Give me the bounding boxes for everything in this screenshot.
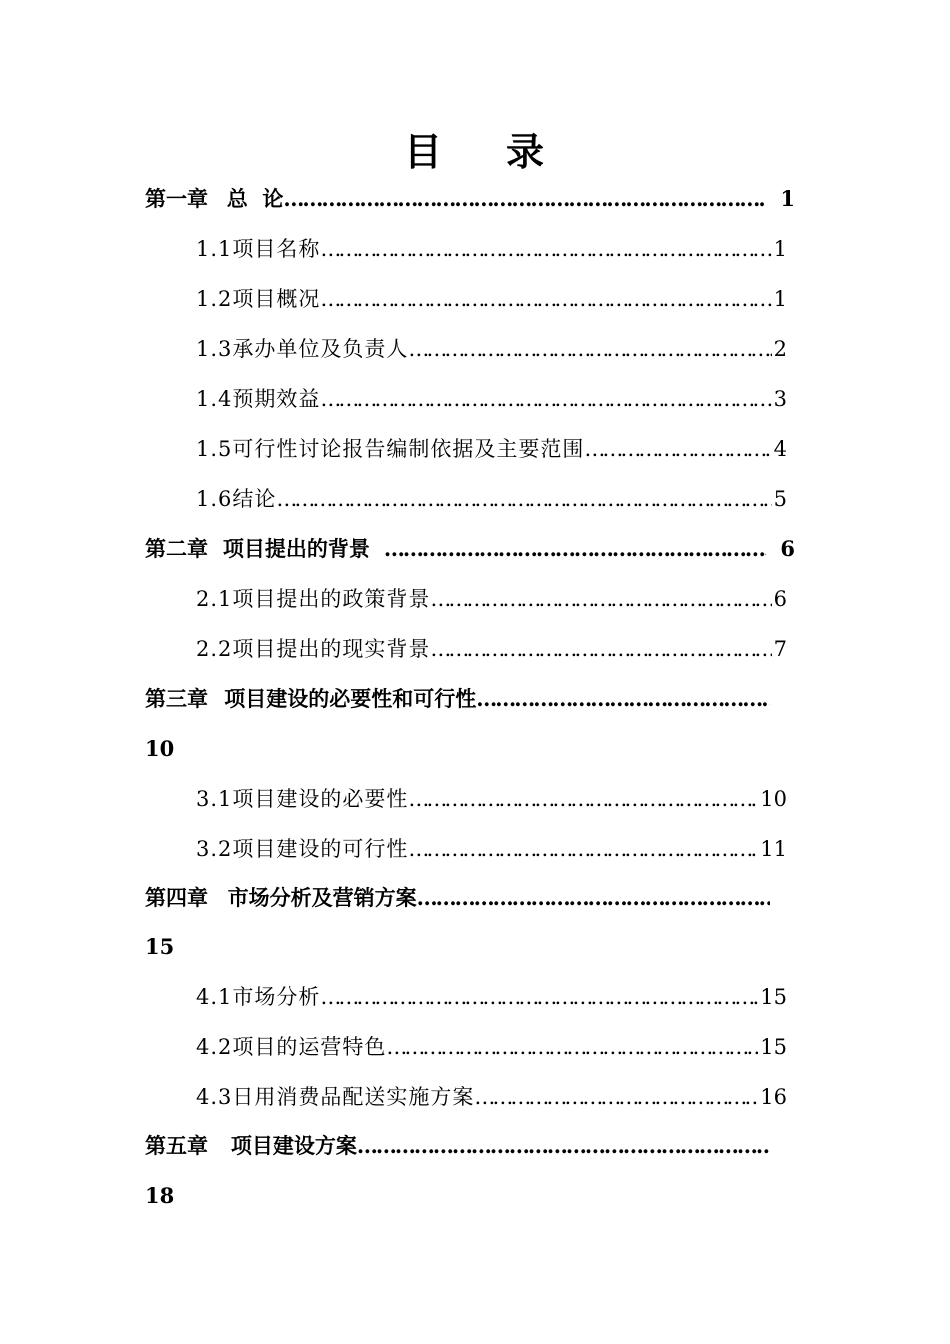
section-title: 4.2项目的运营特色 (196, 1035, 387, 1059)
leader-dots (476, 674, 770, 724)
leader-dots (357, 1121, 770, 1171)
page-number: 5 (773, 487, 787, 511)
leader-dots (474, 1072, 758, 1122)
chapter-title: 项目建设方案 (230, 1133, 357, 1158)
toc-chapter-2[interactable] (145, 524, 795, 574)
toc-section-2-1[interactable] (196, 574, 787, 624)
page-number: 6 (780, 536, 795, 561)
leader-dots (320, 274, 771, 324)
page-number: 10 (760, 787, 787, 811)
toc-section-1-3[interactable] (196, 324, 787, 374)
chapter-label: 第二章 (145, 536, 208, 561)
chapter-title: 项目建设的必要性和可行性 (224, 686, 477, 711)
leader-dots (320, 374, 771, 424)
leader-dots (408, 774, 758, 824)
toc-section-1-4[interactable] (196, 374, 787, 424)
page-number: 1 (773, 287, 787, 311)
leader-dots (283, 174, 766, 224)
page-number: 11 (760, 837, 787, 861)
section-title: 1.4预期效益 (196, 387, 321, 411)
page-number: 1 (780, 186, 795, 211)
chapter-label: 第五章 (145, 1133, 208, 1158)
toc-section-4-2[interactable] (196, 1022, 787, 1072)
leader-dots (320, 224, 771, 274)
page-number: 6 (773, 587, 787, 611)
page-number: 3 (773, 387, 787, 411)
page-number: 15 (760, 1035, 787, 1059)
section-title: 1.5可行性讨论报告编制依据及主要范围 (196, 437, 585, 461)
chapter-title: 市场分析及营销方案 (227, 885, 417, 910)
page-number: 2 (773, 337, 787, 361)
toc-title-char-1: 目 (403, 129, 444, 174)
chapter-label: 第四章 (145, 885, 208, 910)
toc-title (0, 122, 950, 182)
leader-dots (430, 624, 771, 674)
leader-dots (584, 424, 771, 474)
section-title: 1.2项目概况 (196, 287, 321, 311)
section-title: 2.2项目提出的现实背景 (196, 637, 431, 661)
toc-section-3-2[interactable] (196, 824, 787, 874)
chapter-title: 总 论 (226, 186, 284, 211)
page-number: 15 (760, 985, 787, 1009)
toc-section-1-5[interactable] (196, 424, 787, 474)
leader-dots (408, 324, 771, 374)
toc-chapter-3[interactable] (145, 674, 770, 724)
leader-dots (430, 574, 771, 624)
leader-dots (408, 824, 758, 874)
page-number: 10 (145, 736, 175, 761)
chapter-label: 第三章 (145, 686, 208, 711)
toc-section-3-1[interactable] (196, 774, 787, 824)
section-title: 2.1项目提出的政策背景 (196, 587, 431, 611)
section-title: 3.1项目建设的必要性 (196, 787, 409, 811)
page-number: 1 (773, 237, 787, 261)
section-title: 4.1市场分析 (196, 985, 321, 1009)
toc-section-1-1[interactable] (196, 224, 787, 274)
toc-chapter-1[interactable] (145, 174, 795, 224)
section-title: 1.1项目名称 (196, 237, 321, 261)
section-title: 3.2项目建设的可行性 (196, 837, 409, 861)
toc-section-1-2[interactable] (196, 274, 787, 324)
page-number: 16 (760, 1085, 787, 1109)
section-title: 1.3承办单位及负责人 (196, 337, 409, 361)
leader-dots (417, 873, 770, 923)
section-title: 1.6结论 (196, 487, 277, 511)
page-number: 15 (145, 934, 175, 959)
leader-dots (384, 524, 767, 574)
leader-dots (320, 972, 758, 1022)
leader-dots (386, 1022, 758, 1072)
toc-chapter-5[interactable] (145, 1121, 770, 1171)
leader-dots (276, 474, 771, 524)
toc-chapter-4[interactable] (145, 873, 770, 923)
page-number: 4 (773, 437, 787, 461)
toc-section-1-6[interactable] (196, 474, 787, 524)
page-number: 7 (773, 637, 787, 661)
chapter-title: 项目提出的背景 (222, 536, 370, 561)
toc-section-4-1[interactable] (196, 972, 787, 1022)
toc-section-2-2[interactable] (196, 624, 787, 674)
toc-section-4-3[interactable] (196, 1072, 787, 1122)
chapter-label: 第一章 (145, 186, 208, 211)
toc-title-char-2: 录 (506, 129, 547, 174)
page-number: 18 (145, 1183, 175, 1208)
section-title: 4.3日用消费品配送实施方案 (196, 1085, 475, 1109)
